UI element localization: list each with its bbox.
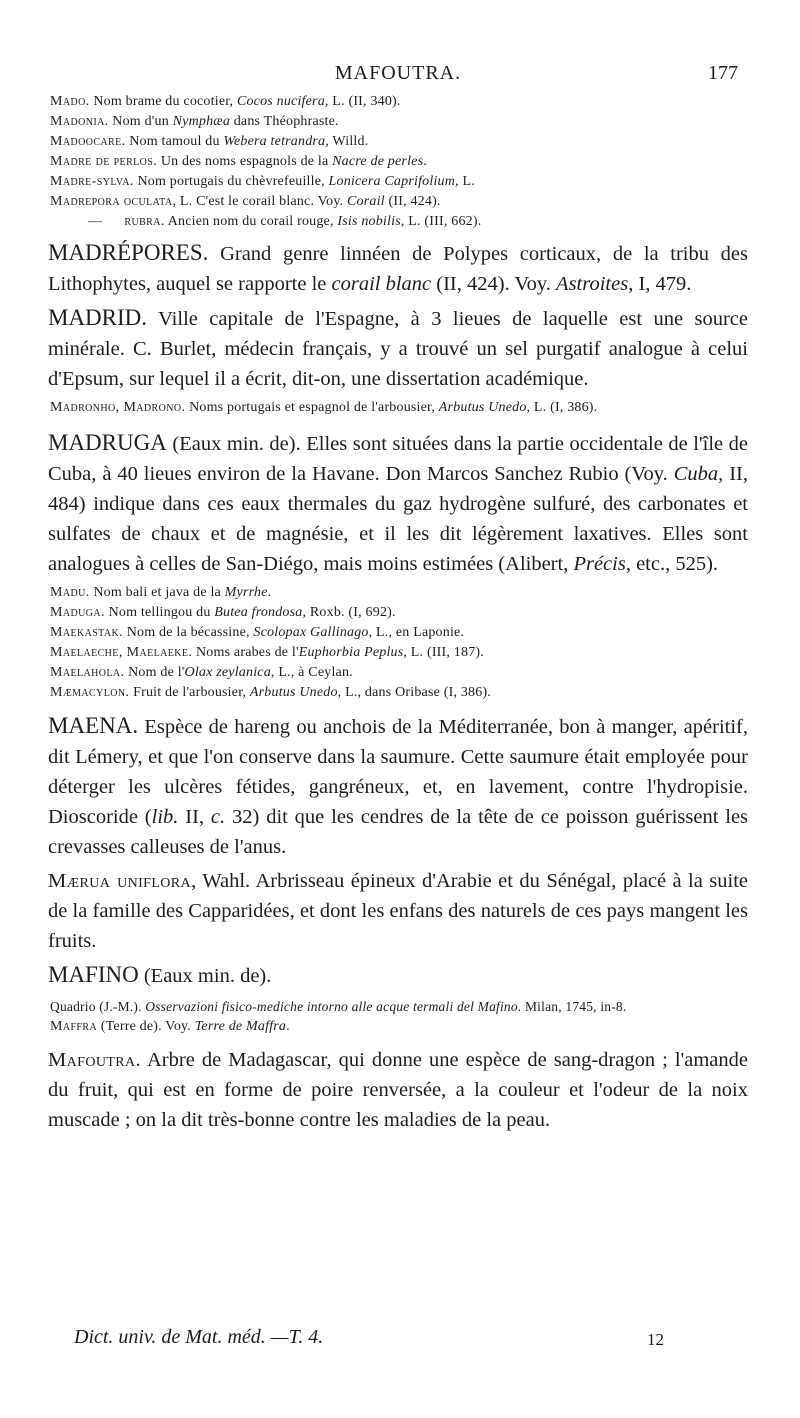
entry-madruga: MADRUGA (Eaux min. de). Elles sont situées dans la partie occidentale de l'île de Cuba, à 40 lieues environ de la Havane. Don Marcos Sanchez Rubio (Voy. Cuba, II, 484) indique dans ces eaux thermales du gaz hydrogène sulfuré, des carbonates et sulfates de chaux et de magnésie, et il les dit légèrement laxatives. Elles sont analogues à celles de San-Diégo, mais moins estimées (Alibert, Précis, etc., 525). (48, 430, 749, 575)
entry-madrepora-oculata: Madrepora oculata, L. C'est le corail blanc. Voy. Corail (II, 424). (50, 194, 441, 209)
signature-number: 12 (647, 1330, 664, 1349)
entry-madrid: MADRID. Ville capitale de l'Espagne, à 3 lieues de laquelle est une source minérale. C. Burlet, médecin français, y a trouvé un sel purgatif analogue à celui d'Epsum, sur lequel il a écrit, dit-on, une dissertation académique. (48, 305, 748, 390)
entry-rubra: — rubra. Ancien nom du corail rouge, Isis nobilis, L. (III, 662). (88, 214, 482, 229)
entry-mafoutra: Mafoutra. Arbre de Madagascar, qui donne une espèce de sang-dragon ; l'amande du fruit, qui est en forme de poire renversée, a la couleur et l'odeur de la noix muscade ; on la dit très-bonne contre les maladies de la peau. (48, 1049, 748, 1131)
entry-madrepores: MADRÉPORES. Grand genre linnéen de Polypes corticaux, de la tribu des Lithophytes, auquel se rapporte le corail blanc (II, 424). Voy. Astroites, I, 479. (48, 240, 748, 295)
entry-madre-sylva: Madre-sylva. Nom portugais du chèvrefeuille, Lonicera Caprifolium, L. (50, 174, 475, 189)
entry-madoocare: Madoocare. Nom tamoul du Webera tetrandra, Willd. (50, 134, 369, 149)
entry-maduga: Maduga. Nom tellingou du Butea frondosa, Roxb. (I, 692). (50, 605, 396, 620)
page-number: 177 (708, 62, 738, 84)
entry-maelaeche: Maelaeche, Maelaeke. Noms arabes de l'Euphorbia Peplus, L. (III, 187). (50, 645, 484, 660)
entry-maekastak: Maekastak. Nom de la bécassine, Scolopax Gallinago, L., en Laponie. (50, 625, 465, 640)
entry-maemacylon: Mæmacylon. Fruit de l'arbousier, Arbutus Unedo, L., dans Oribase (I, 386). (50, 685, 492, 700)
entry-madre-de-perlos: Madre de perlos. Un des noms espagnols de la Nacre de perles. (50, 154, 427, 169)
entry-madronho: Madronho, Madrono. Noms portugais et espagnol de l'arbousier, Arbutus Unedo, L. (I, 386). (50, 400, 598, 415)
entry-madonia: Madonia. Nom d'un Nymphæa dans Théophraste. (50, 114, 339, 129)
entry-maffra: Maffra (Terre de). Voy. Terre de Maffra. (50, 1019, 290, 1034)
signature-line: Dict. univ. de Mat. méd. —T. 4. (74, 1326, 324, 1348)
entry-maena: MAENA. Espèce de hareng ou anchois de la Méditerranée, bon à manger, apéritif, dit Lémery, et que l'on conserve dans la saumure. Cette saumure était employée pour déterger les ulcères fétides, gangréneux, et, en lavement, contre l'hydropisie. Dioscoride (lib. II, c. 32) dit que les cendres de la tête de ce poisson guérissent les crevasses calleuses de l'anus. (48, 713, 749, 858)
citation-quadrio: Quadrio (J.-M.). Osservazioni fisico-mediche intorno alle acque termali del Mafino. Milan, 1745, in-8. (50, 999, 627, 1014)
page-header (48, 52, 748, 92)
entry-mado: Mado. Nom brame du cocotier, Cocos nucifera, L. (II, 340). (50, 94, 401, 109)
entry-maerua-uniflora: Mærua uniflora, Wahl. Arbrisseau épineux d'Arabie et du Sénégal, placé à la suite de la famille des Capparidées, et dont les enfans des naturels de ces pays mangent les fruits. (48, 870, 748, 952)
entry-madu: Madu. Nom bali et java de la Myrrhe. (50, 585, 272, 600)
page-footer (64, 1326, 724, 1366)
running-title: MAFOUTRA. (334, 62, 462, 84)
entry-maelahola: Maelahola. Nom de l'Olax zeylanica, L., à Ceylan. (50, 665, 353, 680)
dictionary-page (48, 52, 748, 1139)
entry-mafino: MAFINO (Eaux min. de). (48, 962, 272, 987)
